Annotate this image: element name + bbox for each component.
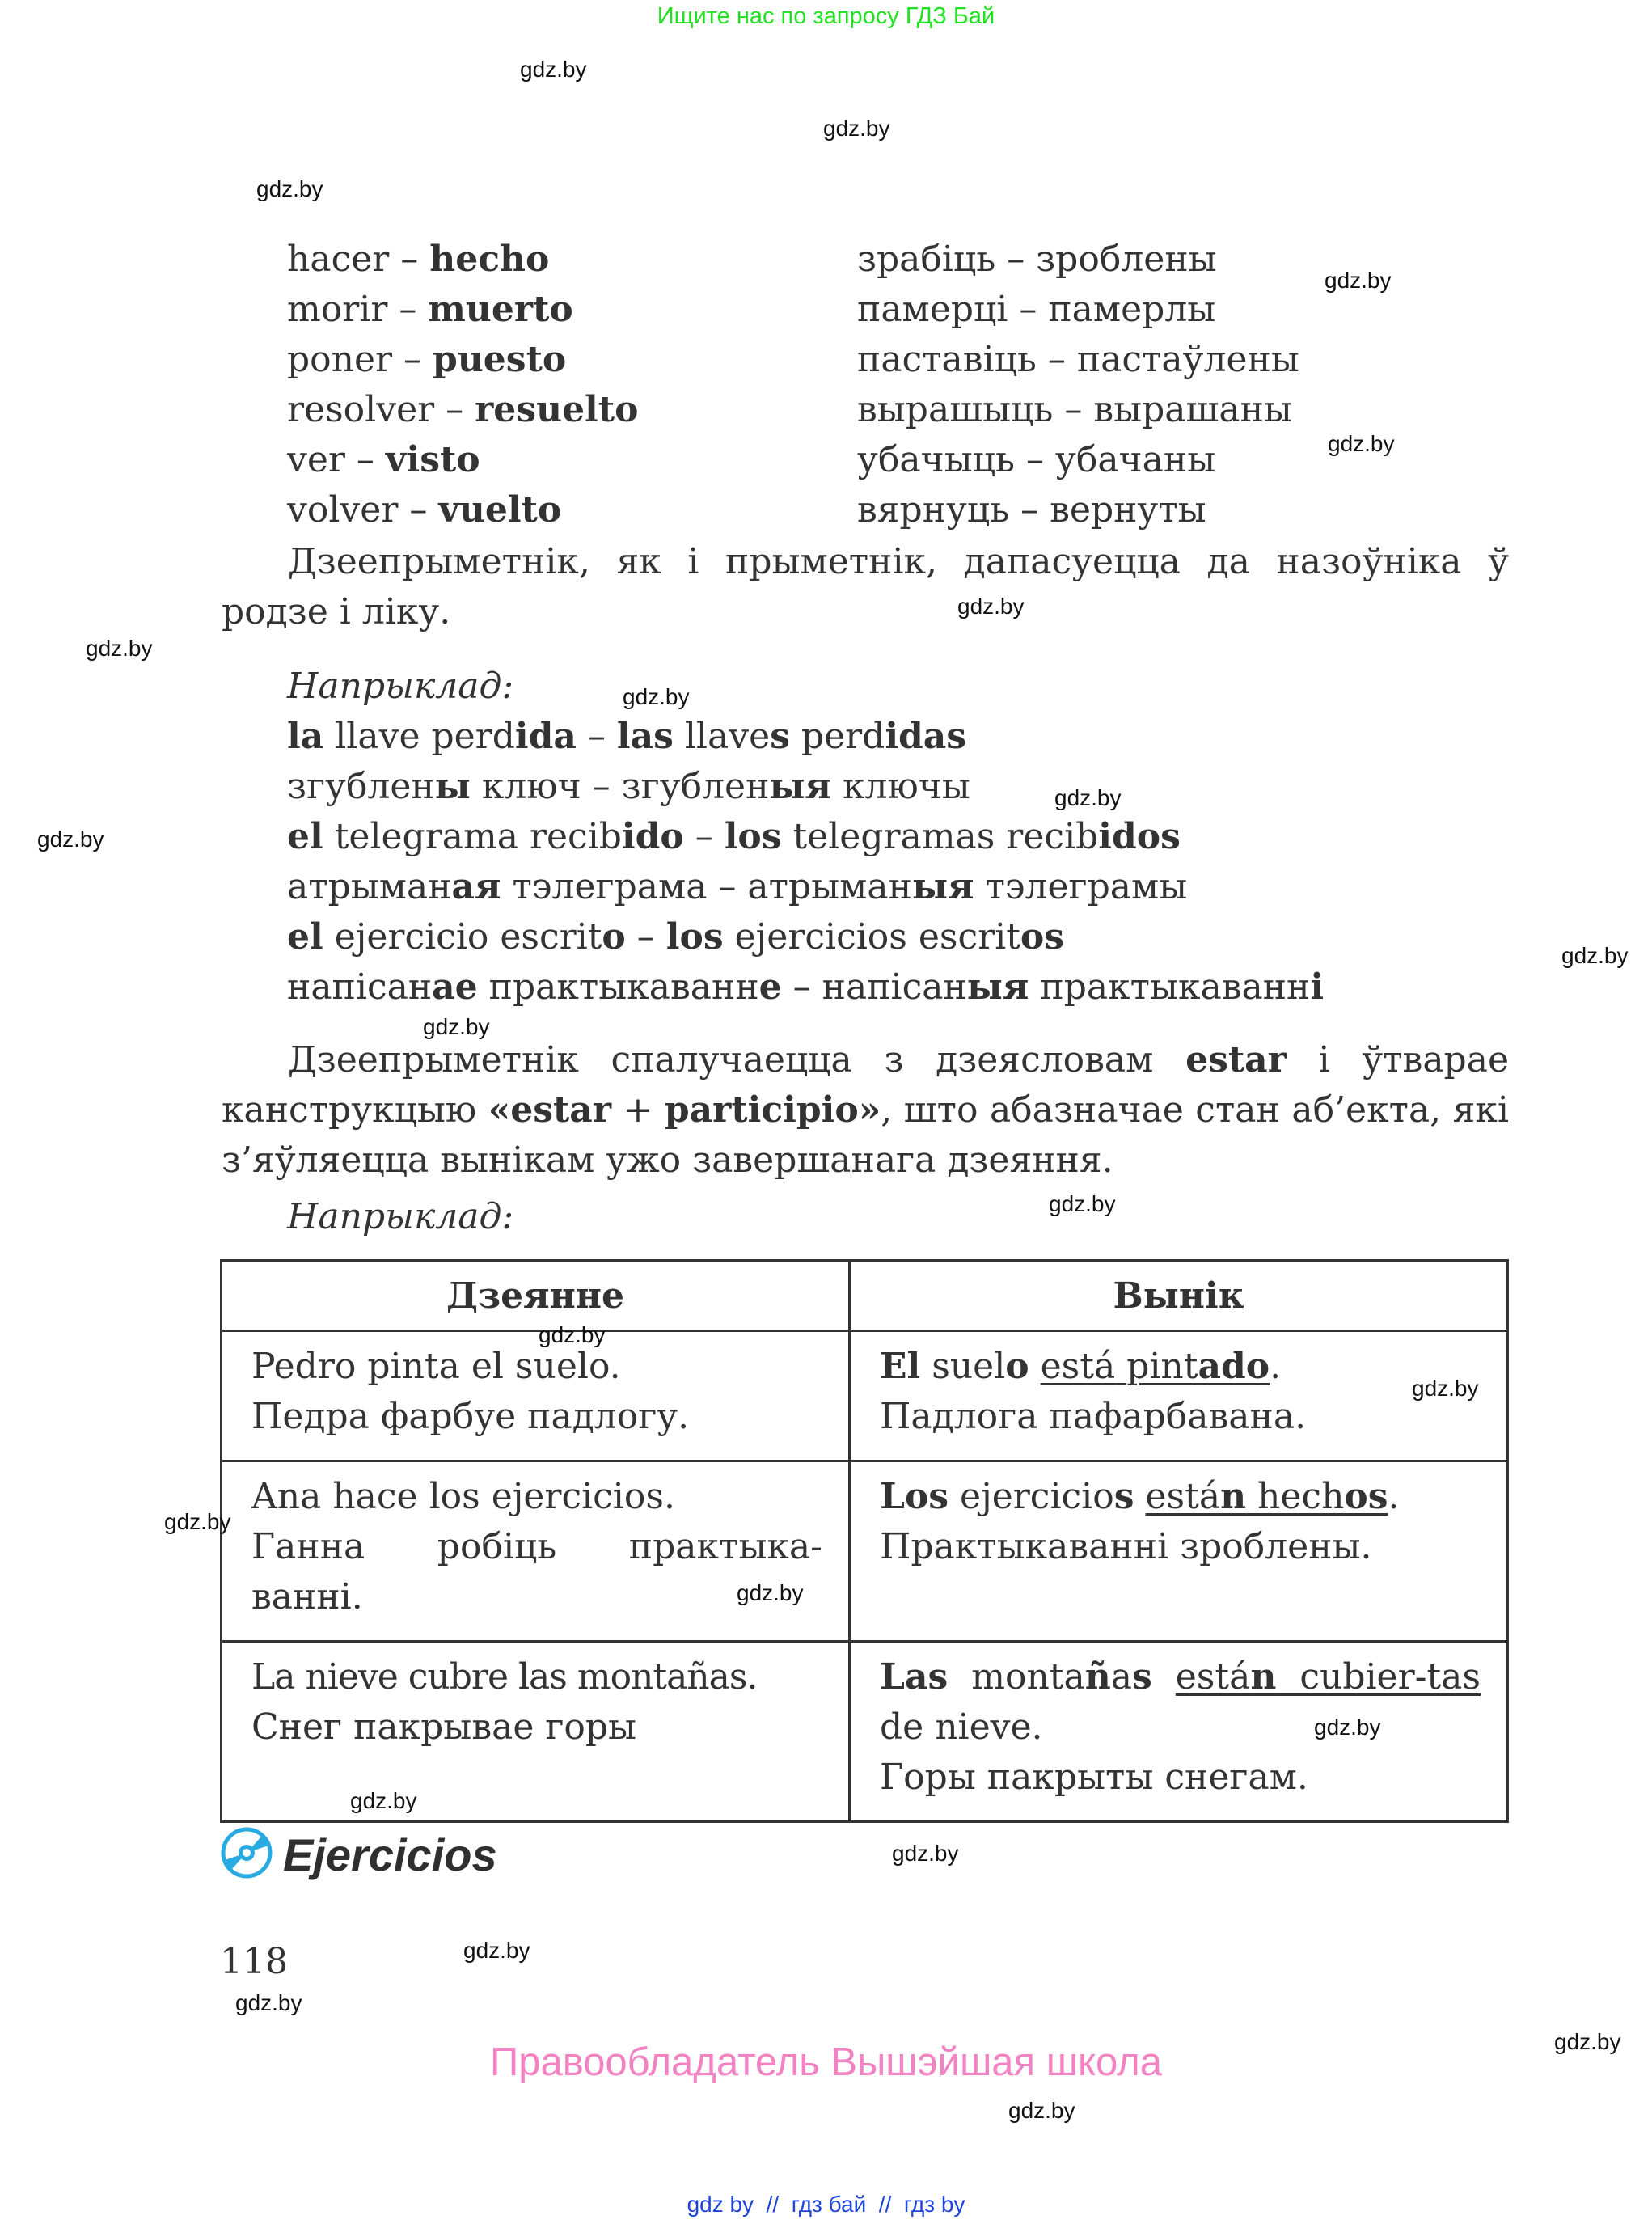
text-segment: – напісан xyxy=(781,966,967,1008)
text-segment: Las xyxy=(880,1656,949,1698)
verb-translation: паставіць – пастаўлены xyxy=(857,339,1299,380)
text-segment: hech xyxy=(1246,1476,1345,1517)
text-segment: s xyxy=(1113,1476,1134,1517)
watermark-text: gdz.by xyxy=(539,1322,606,1347)
verb-pair xyxy=(287,485,638,535)
watermark-text: gdz.by xyxy=(235,1990,302,2015)
text-segment: і ўтварае канструкцыю xyxy=(222,1039,1509,1131)
watermark-text: gdz.by xyxy=(623,684,690,709)
verb-pair xyxy=(287,285,638,335)
example-line xyxy=(287,862,1324,912)
verb-translation: вярнуць – вернуты xyxy=(857,489,1206,531)
page-number: 118 xyxy=(220,1941,288,1982)
verb-list-spanish xyxy=(287,235,638,535)
text-segment: telegrama recib xyxy=(323,816,622,857)
copyright-notice: Правообладатель Вышэйшая школа xyxy=(489,2040,1163,2084)
verb-pair xyxy=(287,235,638,285)
text-segment: – xyxy=(576,716,617,757)
text-segment: n xyxy=(1220,1476,1247,1517)
text-segment: participio» xyxy=(664,1089,881,1131)
verb-translation: памерці – памерлы xyxy=(857,289,1216,330)
text-segment: o xyxy=(1005,1346,1029,1387)
verb-translation: вырашыць – вырашаны xyxy=(857,389,1293,430)
text-segment: puesto xyxy=(433,339,567,380)
action-cell: La nieve cubre las montañas. Снег пакрывае горы xyxy=(222,1642,850,1822)
text-segment: poner – xyxy=(287,339,433,380)
text-segment: El xyxy=(880,1346,921,1387)
text-segment: Los xyxy=(880,1476,949,1517)
disc-icon xyxy=(220,1826,273,1884)
text-segment: ado xyxy=(1198,1346,1270,1387)
text-segment: pint xyxy=(1126,1346,1198,1387)
text-segment xyxy=(1029,1346,1041,1387)
text-segment: Практыкаванні зроблены. xyxy=(880,1526,1372,1567)
text-segment: тэлеграма – атрыман xyxy=(501,866,912,907)
text-segment: ыя xyxy=(911,866,974,907)
text-segment: ая xyxy=(451,866,501,907)
text-segment: cubier-tas xyxy=(1276,1656,1481,1698)
rule-paragraph-estar-participio xyxy=(222,1035,1509,1186)
text-segment: практыкаванн xyxy=(477,966,759,1008)
text-segment xyxy=(1134,1476,1146,1517)
text-segment: Дзеепрыметнік спалучаецца з дзеясловам xyxy=(288,1039,1186,1080)
text-segment: muerto xyxy=(428,289,573,330)
text-segment: тэлеграмы xyxy=(974,866,1188,907)
text-segment: llave perd xyxy=(323,716,515,757)
watermark-text: gdz.by xyxy=(256,176,323,201)
section-title: Ejercicios xyxy=(283,1829,497,1880)
example-line xyxy=(287,912,1324,962)
search-hint-banner: Ищите нас по запросу ГДЗ Бай xyxy=(657,3,995,29)
watermark-text: gdz.by xyxy=(86,636,153,661)
table-header-action: Дзеянне xyxy=(222,1261,850,1331)
text-segment: «estar xyxy=(488,1089,611,1131)
text-segment: і xyxy=(1310,966,1325,1008)
text-segment: ы xyxy=(434,766,471,807)
text-segment: está xyxy=(1145,1476,1221,1517)
action-cell: Ana hace los ejercicios. Ганна робіць практыка-ванні. xyxy=(222,1461,850,1642)
text-segment: згублен xyxy=(287,766,435,807)
text-segment: resuelto xyxy=(475,389,639,430)
text-segment: suel xyxy=(920,1346,1006,1387)
text-segment: perd xyxy=(789,716,885,757)
result-cell xyxy=(850,1642,1508,1822)
verb-translation: убачыць – убачаны xyxy=(857,439,1216,480)
text-segment: Горы пакрыты снегам. xyxy=(880,1757,1308,1798)
watermark-text: gdz.by xyxy=(37,827,104,852)
text-segment: o xyxy=(602,916,626,958)
watermark-text: gdz.by xyxy=(1049,1191,1116,1216)
text-segment: n xyxy=(1250,1656,1277,1698)
text-segment: os xyxy=(1020,916,1065,958)
text-segment: напісан xyxy=(287,966,433,1008)
result-cell xyxy=(850,1331,1508,1461)
text-segment: – xyxy=(625,916,666,958)
rule-paragraph-agreement: Дзеепрыметнік, як і прыметнік, дапасуецца да назоўніка ў родзе і ліку. xyxy=(222,541,1509,632)
example-line xyxy=(287,712,1324,762)
watermark-text: gdz.by xyxy=(1412,1376,1479,1401)
text-segment: las xyxy=(616,716,674,757)
verb-list-belarusian xyxy=(857,235,1299,535)
example-line xyxy=(287,812,1324,862)
watermark-text: gdz.by xyxy=(1054,785,1122,810)
text-segment: е xyxy=(758,966,782,1008)
text-segment: s xyxy=(1131,1656,1152,1698)
text-segment: el xyxy=(287,916,323,958)
watermark-text: gdz.by xyxy=(520,57,587,82)
text-segment: está xyxy=(1040,1346,1116,1387)
watermark-text: gdz.by xyxy=(350,1788,417,1813)
table-row xyxy=(222,1461,1508,1642)
text-segment: Падлога пафарбавана. xyxy=(880,1396,1307,1437)
text-segment xyxy=(1152,1656,1176,1698)
text-segment: ver – xyxy=(287,439,386,480)
verb-pair xyxy=(287,435,638,485)
watermark-text: gdz.by xyxy=(823,116,890,141)
watermark-text: gdz.by xyxy=(1554,2029,1621,2054)
text-segment: telegramas recib xyxy=(781,816,1099,857)
text-segment: os xyxy=(1344,1476,1388,1517)
text-segment: . xyxy=(1270,1346,1282,1387)
watermark-text: gdz.by xyxy=(1561,943,1629,968)
example-label-2: Напрыклад: xyxy=(287,1196,514,1237)
text-segment: vuelto xyxy=(438,489,562,531)
watermark-text: gdz.by xyxy=(423,1014,490,1039)
watermark-text: gdz.by xyxy=(1008,2098,1075,2123)
text-segment: llave xyxy=(673,716,771,757)
verb-translation: зрабіць – зроблены xyxy=(857,239,1217,280)
table-header-result: Вынік xyxy=(850,1261,1508,1331)
text-segment: ключ – згублен xyxy=(470,766,770,807)
text-segment: ыя xyxy=(769,766,832,807)
text-segment: , што абазначае стан аб’екта, які з’яўляецца вынікам ужо завершанага дзеяння. xyxy=(222,1089,1509,1181)
text-segment: de nieve. xyxy=(880,1706,1043,1748)
watermark-text: gdz.by xyxy=(164,1509,231,1534)
text-segment: la xyxy=(287,716,324,757)
text-segment: ido xyxy=(621,816,684,857)
text-segment: volver – xyxy=(287,489,439,531)
watermark-text: gdz.by xyxy=(1325,268,1392,293)
footer-links[interactable]: gdz by // гдз бай // гдз by xyxy=(687,2192,965,2217)
text-segment: ida xyxy=(514,716,577,757)
text-segment: ае xyxy=(432,966,478,1008)
text-segment: estar xyxy=(1185,1039,1287,1080)
text-segment: . xyxy=(1388,1476,1400,1517)
text-segment: está xyxy=(1175,1656,1251,1698)
watermark-text: gdz.by xyxy=(957,594,1025,619)
text-segment: el xyxy=(287,816,323,857)
text-segment: s xyxy=(770,716,790,757)
table-row xyxy=(222,1331,1508,1461)
text-segment: – xyxy=(683,816,725,857)
text-segment: атрыман xyxy=(287,866,452,907)
verb-pair xyxy=(287,335,638,385)
text-segment: ejercicio xyxy=(949,1476,1114,1517)
text-segment: visto xyxy=(385,439,480,480)
text-segment: resolver – xyxy=(287,389,475,430)
text-segment: hacer – xyxy=(287,239,430,280)
text-segment: morir – xyxy=(287,289,429,330)
text-segment: los xyxy=(665,916,724,958)
text-segment: ejercicio escrit xyxy=(323,916,602,958)
watermark-text: gdz.by xyxy=(1328,431,1395,456)
text-segment: ñ xyxy=(1084,1656,1111,1698)
example-line xyxy=(287,762,1324,812)
text-segment: los xyxy=(724,816,782,857)
text-segment: ejercicios escrit xyxy=(723,916,1020,958)
action-cell: Pedro pinta el suelo. Педра фарбуе падлогу. xyxy=(222,1331,850,1461)
text-segment: практыкаванн xyxy=(1029,966,1311,1008)
text-segment: + xyxy=(611,1089,665,1131)
text-segment: idos xyxy=(1098,816,1181,857)
watermark-text: gdz.by xyxy=(1314,1715,1381,1740)
section-heading xyxy=(220,1826,497,1884)
examples-block xyxy=(287,662,1324,1013)
text-segment: ыя xyxy=(966,966,1029,1008)
watermark-text: gdz.by xyxy=(892,1841,959,1866)
text-segment: hecho xyxy=(429,239,550,280)
text-segment: idas xyxy=(885,716,967,757)
text-segment: a xyxy=(1110,1656,1132,1698)
text-segment: ключы xyxy=(831,766,970,807)
verb-pair xyxy=(287,385,638,435)
watermark-text: gdz.by xyxy=(737,1580,804,1605)
text-segment: monta xyxy=(948,1656,1085,1698)
result-cell xyxy=(850,1461,1508,1642)
watermark-text: gdz.by xyxy=(463,1938,530,1963)
example-label: Напрыклад: xyxy=(287,666,514,707)
example-line xyxy=(287,962,1324,1013)
text-segment xyxy=(1115,1346,1126,1387)
